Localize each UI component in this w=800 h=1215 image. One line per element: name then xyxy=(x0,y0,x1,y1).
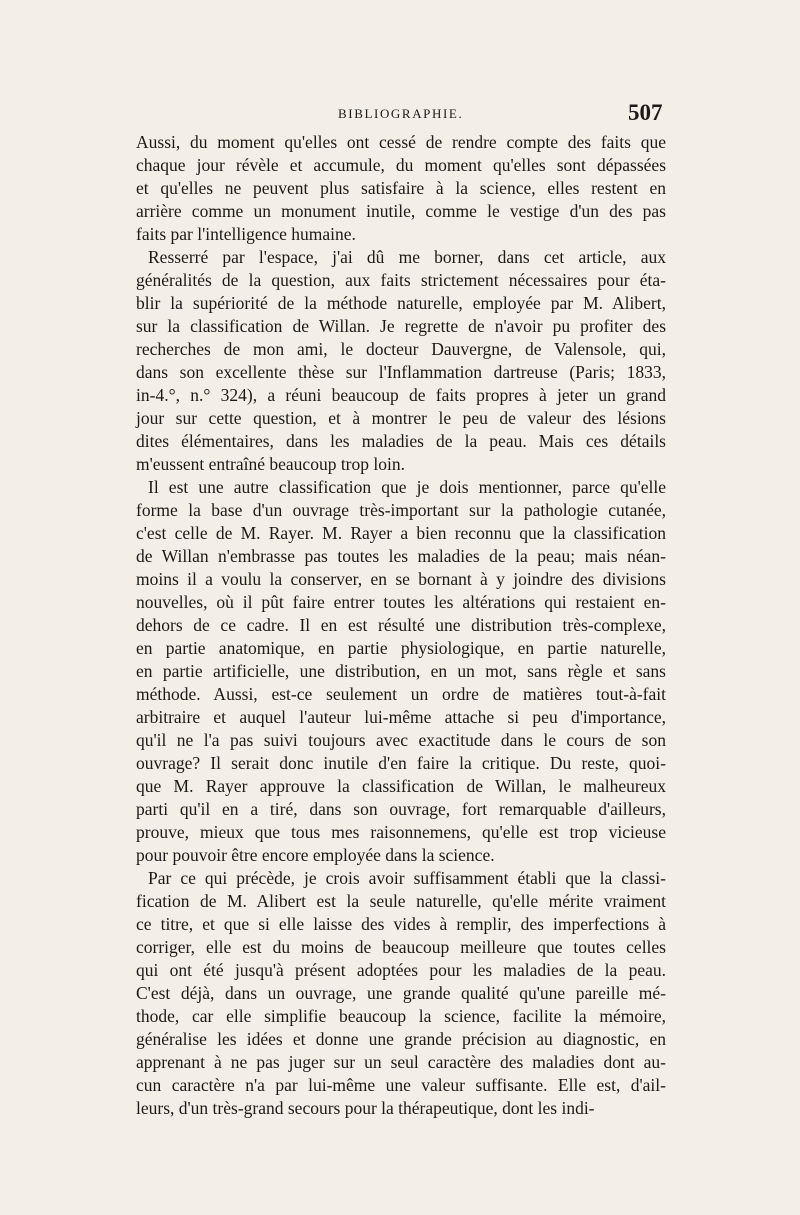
text-line: sur la classification de Willan. Je regrette de n'avoir pu profiter des xyxy=(136,316,666,336)
text-line: dans son excellente thèse sur l'Inflammation dartreuse (Paris; 1833, xyxy=(136,362,666,382)
text-line: in-4.°, n.° 324), a réuni beaucoup de faits propres à jeter un grand xyxy=(136,385,666,405)
text-line: jour sur cette question, et à montrer le peu de valeur des lésions xyxy=(136,408,666,428)
page-number: 507 xyxy=(628,100,663,125)
text-line: c'est celle de M. Rayer. M. Rayer a bien reconnu que la classification xyxy=(136,523,666,543)
text-line: recherches de mon ami, le docteur Dauvergne, de Valensole, qui, xyxy=(136,339,666,359)
text-line: m'eussent entraîné beaucoup trop loin. xyxy=(136,454,405,474)
text-line: arbitraire et auquel l'auteur lui-même attache si peu d'importance, xyxy=(136,707,666,727)
text-line: moins il a voulu la conserver, en se bornant à y joindre des divisions xyxy=(136,569,666,589)
text-line: arrière comme un monument inutile, comme le vestige d'un des pas xyxy=(136,201,666,221)
text-line: que M. Rayer approuve la classification de Willan, le malheureux xyxy=(136,776,666,796)
text-line: qu'il ne l'a pas suivi toujours avec exactitude dans le cours de son xyxy=(136,730,666,750)
text-line: nouvelles, où il pût faire entrer toutes les altérations qui restaient en- xyxy=(136,592,666,612)
text-line: pour pouvoir être encore employée dans la science. xyxy=(136,845,495,865)
text-line: chaque jour révèle et accumule, du moment qu'elles sont dépassées xyxy=(136,155,666,175)
text-line: et qu'elles ne peuvent plus satisfaire à la science, elles restent en xyxy=(136,178,666,198)
text-line: corriger, elle est du moins de beaucoup meilleure que toutes celles xyxy=(136,937,666,957)
running-title: BIBLIOGRAPHIE. xyxy=(338,106,464,121)
text-line: méthode. Aussi, est-ce seulement un ordre de matières tout-à-fait xyxy=(136,684,666,704)
text-line: prouve, mieux que tous mes raisonnemens, qu'elle est trop vicieuse xyxy=(136,822,666,842)
text-line: généralités de la question, aux faits strictement nécessaires pour éta- xyxy=(136,270,666,290)
running-head xyxy=(0,100,800,130)
text-line: cun caractère n'a par lui-même une valeur suffisante. Elle est, d'ail- xyxy=(136,1075,666,1095)
text-line: faits par l'intelligence humaine. xyxy=(136,224,356,244)
text-line: Resserré par l'espace, j'ai dû me borner, dans cet article, aux xyxy=(148,247,666,267)
text-line: fication de M. Alibert est la seule naturelle, qu'elle mérite vraiment xyxy=(136,891,666,911)
text-line: dehors de ce cadre. Il en est résulté une distribution très-complexe, xyxy=(136,615,666,635)
text-line: forme la base d'un ouvrage très-important sur la pathologie cutanée, xyxy=(136,500,666,520)
text-line: C'est déjà, dans un ouvrage, une grande qualité qu'une pareille mé- xyxy=(136,983,666,1003)
text-line: parti qu'il en a tiré, dans son ouvrage, fort remarquable d'ailleurs, xyxy=(136,799,666,819)
text-line: Il est une autre classification que je dois mentionner, parce qu'elle xyxy=(148,477,666,497)
text-line: ce titre, et que si elle laisse des vides à remplir, des imperfections à xyxy=(136,914,666,934)
text-line: thode, car elle simplifie beaucoup la science, facilite la mémoire, xyxy=(136,1006,666,1026)
text-line: généralise les idées et donne une grande précision au diagnostic, en xyxy=(136,1029,666,1049)
text-line: apprenant à ne pas juger sur un seul caractère des maladies dont au- xyxy=(136,1052,666,1072)
text-line: qui ont été jusqu'à présent adoptées pour les maladies de la peau. xyxy=(136,960,666,980)
text-line: Par ce qui précède, je crois avoir suffisamment établi que la classi- xyxy=(148,868,666,888)
text-line: de Willan n'embrasse pas toutes les maladies de la peau; mais néan- xyxy=(136,546,666,566)
text-line: blir la supériorité de la méthode naturelle, employée par M. Alibert, xyxy=(136,293,666,313)
text-line: en partie artificielle, une distribution, en un mot, sans règle et sans xyxy=(136,661,666,681)
text-line: leurs, d'un très-grand secours pour la thérapeutique, dont les indi- xyxy=(136,1098,595,1118)
text-line: en partie anatomique, en partie physiologique, en partie naturelle, xyxy=(136,638,666,658)
text-line: Aussi, du moment qu'elles ont cessé de rendre compte des faits que xyxy=(136,132,666,152)
text-line: dites élémentaires, dans les maladies de la peau. Mais ces détails xyxy=(136,431,666,451)
text-line: ouvrage? Il serait donc inutile d'en faire la critique. Du reste, quoi- xyxy=(136,753,666,773)
